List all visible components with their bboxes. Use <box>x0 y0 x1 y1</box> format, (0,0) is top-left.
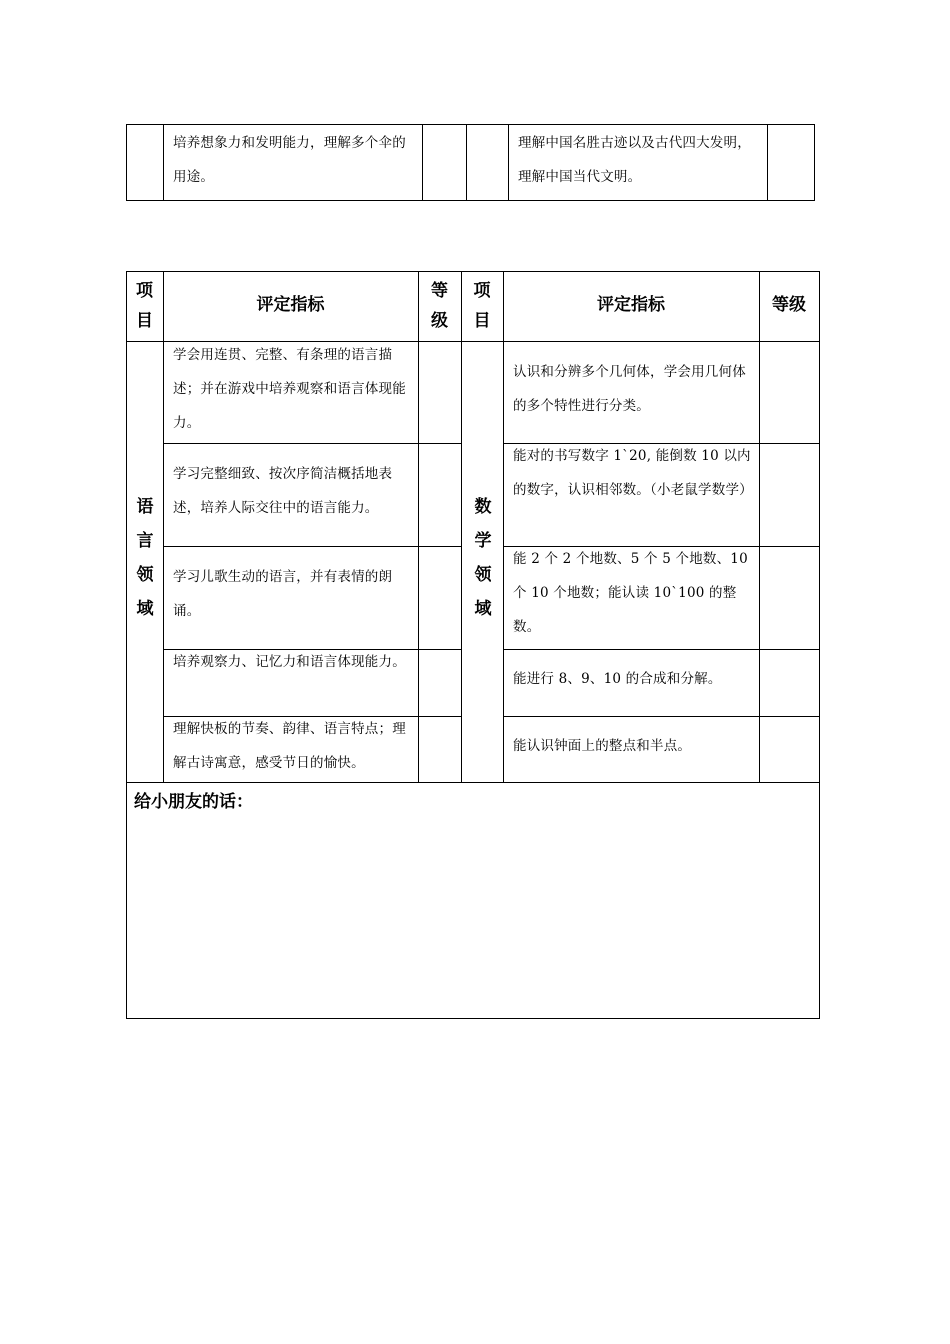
math-domain-label: 数学领域 <box>474 497 492 619</box>
top-right-indicator: 理解中国名胜古迹以及古代四大发明，理解中国当代文明。 <box>518 135 751 185</box>
language-item: 培养观察力、记忆力和语言体现能力。 <box>173 654 406 670</box>
header-indicator-right: 评定指标 <box>597 294 665 315</box>
header-indicator-left: 评定指标 <box>256 294 325 315</box>
language-domain-label: 语言领域 <box>136 497 154 619</box>
header-grade-left: 等级 <box>431 281 448 331</box>
language-item: 学习儿歌生动的语言，并有表情的朗诵。 <box>173 569 393 619</box>
math-item: 能对的书写数字 1`20, 能倒数 10 以内的数字，认识相邻数。（小老鼠学数学） <box>513 448 753 498</box>
header-item-left: 项目 <box>136 281 153 331</box>
header-grade-right: 等级 <box>772 294 806 315</box>
math-item: 能认识钟面上的整点和半点。 <box>513 738 692 754</box>
math-item: 能进行 8、9、10 的合成和分解。 <box>513 671 722 687</box>
language-item: 理解快板的节奏、韵律、语言特点；理解古诗寓意，感受节日的愉快。 <box>173 721 406 771</box>
language-item: 学会用连贯、完整、有条理的语言描述；并在游戏中培养观察和语言体现能力。 <box>173 347 406 431</box>
math-item: 能 2 个 2 个地数、5 个 5 个地数、10 个 10 个地数；能认读 10`100 的整数。 <box>513 551 748 635</box>
math-item: 认识和分辨多个几何体，学会用几何体的多个特性进行分类。 <box>513 364 746 414</box>
header-item-right: 项目 <box>473 281 491 331</box>
top-left-indicator: 培养想象力和发明能力，理解多个伞的用途。 <box>173 135 406 185</box>
language-item: 学习完整细致、按次序简洁概括地表述，培养人际交往中的语言能力。 <box>173 466 393 516</box>
message-to-child-label: 给小朋友的话： <box>134 792 253 812</box>
